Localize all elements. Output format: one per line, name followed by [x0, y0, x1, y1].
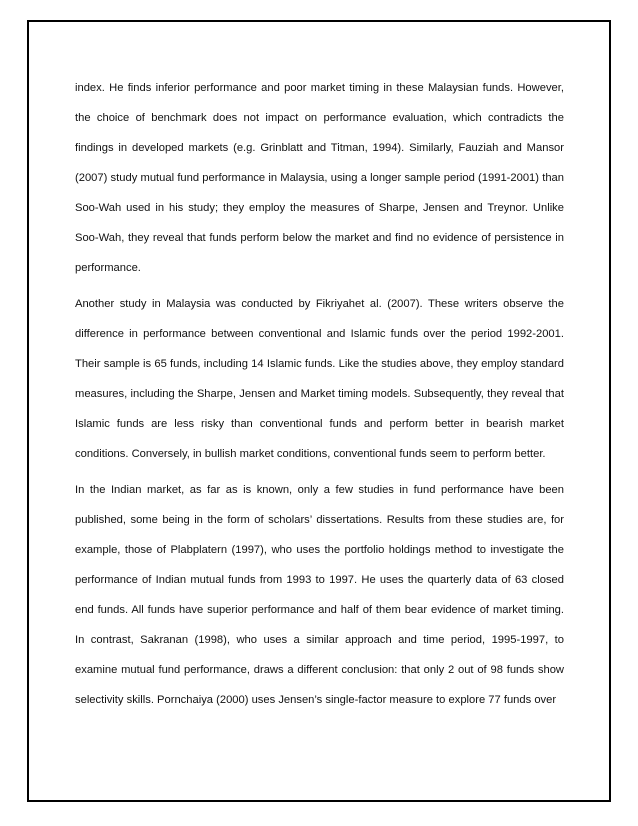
paragraph-1: index. He finds inferior performance and poor market timing in these Malaysian funds. However, the choice of benchmark does not impact on performance evaluation, which contradicts the findings in developed markets (e.g. Grinblatt and Titman, 1994). Similarly, Fauziah and Mansor (2007) study mutual fund performance in Malaysia, using a longer sample period (1991-2001) than Soo-Wah used in his study; they employ the measures of Sharpe, Jensen and Treynor. Unlike Soo-Wah, they reveal that funds perform below the market and find no evidence of persistence in performance.	[75, 82, 564, 274]
page-body	[75, 73, 564, 721]
paragraph-2: Another study in Malaysia was conducted by Fikriyahet al. (2007). These writers observe the difference in performance between conventional and Islamic funds over the period 1992-2001. Their sample is 65 funds, including 14 Islamic funds. Like the studies above, they employ standard measures, including the Sharpe, Jensen and Market timing models. Subsequently, they reveal that Islamic funds are less risky than conventional funds and perform better in bearish market conditions. Conversely, in bullish market conditions, conventional funds seem to perform better.	[75, 298, 564, 460]
paragraph-3: In the Indian market, as far as is known, only a few studies in fund performance have been published, some being in the form of scholars’ dissertations. Results from these studies are, for example, those of Plabplatern (1997), who uses the portfolio holdings method to investigate the performance of Indian mutual funds from 1993 to 1997. He uses the quarterly data of 63 closed end funds. All funds have superior performance and half of them bear evidence of market timing. In contrast, Sakranan (1998), who uses a similar approach and time period, 1995-1997, to examine mutual fund performance, draws a different conclusion: that only 2 out of 98 funds show selectivity skills. Pornchaiya (2000) uses Jensen’s single-factor measure to explore 77 funds over	[75, 484, 564, 706]
